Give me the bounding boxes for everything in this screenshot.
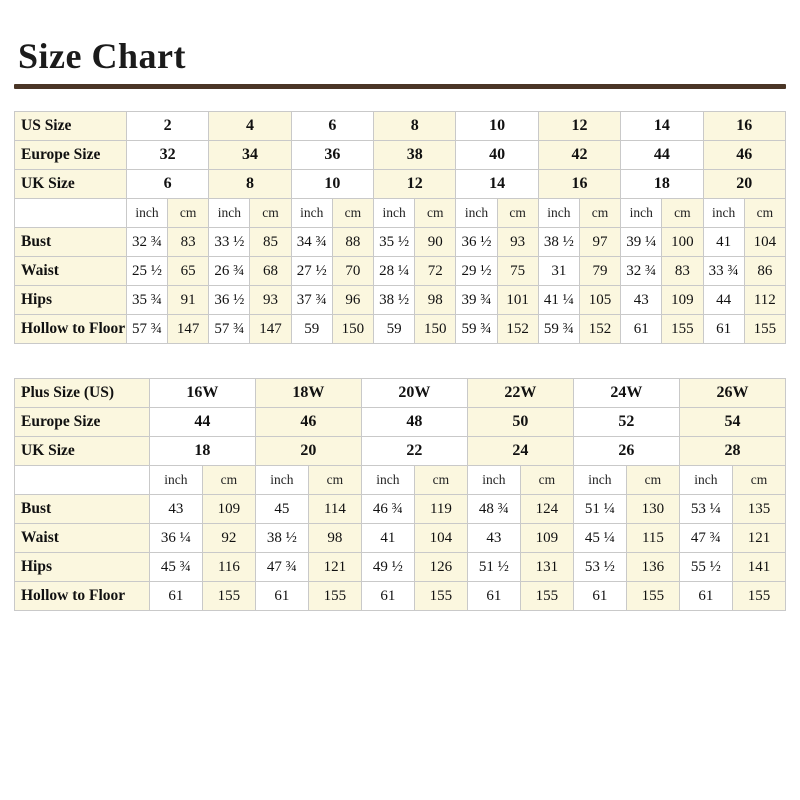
table-cell: cm [732, 466, 785, 495]
table-cell: 42 [538, 141, 620, 170]
table-cell: cm [497, 199, 538, 228]
table-cell: inch [361, 466, 414, 495]
table-cell: 8 [374, 112, 456, 141]
row-label: Europe Size [15, 408, 150, 437]
row-label: UK Size [15, 437, 150, 466]
row-label: Europe Size [15, 141, 127, 170]
table-cell: 155 [308, 582, 361, 611]
table-cell: 150 [332, 315, 373, 344]
table-cell: inch [149, 466, 202, 495]
table-cell: 88 [332, 228, 373, 257]
table-row [15, 170, 786, 199]
table-cell: 155 [202, 582, 255, 611]
table-row [15, 524, 786, 553]
standard-size-table [14, 111, 786, 344]
table-cell: 46 [703, 141, 786, 170]
table-cell: 86 [744, 257, 785, 286]
table-row [15, 466, 786, 495]
table-cell: 61 [149, 582, 202, 611]
table-cell: 155 [732, 582, 785, 611]
table-cell: 130 [626, 495, 679, 524]
table-cell: 18W [255, 379, 361, 408]
table-cell: 61 [467, 582, 520, 611]
table-cell: cm [250, 199, 291, 228]
table-cell: cm [626, 466, 679, 495]
table-cell: 26 [573, 437, 679, 466]
table-cell: inch [456, 199, 497, 228]
table-cell: 52 [573, 408, 679, 437]
table-cell: 65 [168, 257, 209, 286]
table-cell: 39 ¼ [621, 228, 662, 257]
table-row [15, 379, 786, 408]
table-cell: cm [662, 199, 703, 228]
table-cell: 57 ¾ [209, 315, 250, 344]
table-row [15, 582, 786, 611]
table-cell: 90 [415, 228, 456, 257]
table-cell: 61 [361, 582, 414, 611]
table-cell: 6 [291, 112, 373, 141]
table-cell: 27 ½ [291, 257, 332, 286]
table-cell: inch [679, 466, 732, 495]
title-divider [14, 84, 786, 89]
row-label: Bust [15, 228, 127, 257]
table-cell: 100 [662, 228, 703, 257]
table-cell: 131 [520, 553, 573, 582]
table-cell: 59 ¾ [456, 315, 497, 344]
table-cell: 104 [744, 228, 785, 257]
table-cell: 22 [361, 437, 467, 466]
table-row [15, 408, 786, 437]
table-cell: 59 ¾ [538, 315, 579, 344]
table-cell: 2 [126, 112, 208, 141]
row-label: Hollow to Floor [15, 315, 127, 344]
table-cell: 36 ½ [209, 286, 250, 315]
table-cell: 119 [414, 495, 467, 524]
table-cell: 47 ¾ [255, 553, 308, 582]
table-cell: 44 [621, 141, 703, 170]
table-cell: 43 [149, 495, 202, 524]
table-cell: 114 [308, 495, 361, 524]
table-cell: 28 ¼ [374, 257, 415, 286]
table-cell: 10 [291, 170, 373, 199]
table-cell: 121 [308, 553, 361, 582]
table-row [15, 257, 786, 286]
table-cell: 105 [579, 286, 620, 315]
table-cell: 93 [497, 228, 538, 257]
table-cell: 29 ½ [456, 257, 497, 286]
table-cell: 61 [621, 315, 662, 344]
table-cell: 20 [255, 437, 361, 466]
table-cell: 44 [149, 408, 255, 437]
row-label [15, 199, 127, 228]
table-cell: 41 ¼ [538, 286, 579, 315]
table-cell: 79 [579, 257, 620, 286]
table-cell: 135 [732, 495, 785, 524]
row-label: US Size [15, 112, 127, 141]
table-cell: 36 [291, 141, 373, 170]
table-cell: 38 ½ [538, 228, 579, 257]
table-cell: 61 [255, 582, 308, 611]
table-cell: 32 [126, 141, 208, 170]
table-cell: 104 [414, 524, 467, 553]
table-cell: inch [538, 199, 579, 228]
table-cell: 38 ½ [374, 286, 415, 315]
table-cell: cm [332, 199, 373, 228]
table-cell: 50 [467, 408, 573, 437]
table-cell: 18 [149, 437, 255, 466]
table-cell: 155 [626, 582, 679, 611]
table-cell: 20W [361, 379, 467, 408]
table-cell: 22W [467, 379, 573, 408]
table-cell: 4 [209, 112, 291, 141]
table-row [15, 553, 786, 582]
table-cell: 150 [415, 315, 456, 344]
table-cell: 85 [250, 228, 291, 257]
table-cell: 136 [626, 553, 679, 582]
table-cell: 155 [744, 315, 785, 344]
table-row [15, 199, 786, 228]
table-cell: 14 [456, 170, 538, 199]
table-cell: 41 [703, 228, 744, 257]
table-cell: 39 ¾ [456, 286, 497, 315]
table-cell: 6 [126, 170, 208, 199]
table-cell: 68 [250, 257, 291, 286]
table-cell: 59 [291, 315, 332, 344]
table-cell: 28 [679, 437, 785, 466]
table-cell: 26 ¾ [209, 257, 250, 286]
table-cell: 72 [415, 257, 456, 286]
row-label: Hips [15, 553, 150, 582]
table-cell: 57 ¾ [126, 315, 167, 344]
table-cell: 112 [744, 286, 785, 315]
table-cell: 18 [621, 170, 703, 199]
table-row [15, 228, 786, 257]
row-label: Waist [15, 257, 127, 286]
table-cell: 33 ½ [209, 228, 250, 257]
table-cell: cm [579, 199, 620, 228]
table-cell: 83 [168, 228, 209, 257]
table-cell: cm [415, 199, 456, 228]
table-cell: 36 ¼ [149, 524, 202, 553]
table-cell: 141 [732, 553, 785, 582]
table-cell: 61 [679, 582, 732, 611]
table-cell: 25 ½ [126, 257, 167, 286]
table-cell: cm [168, 199, 209, 228]
row-label: Plus Size (US) [15, 379, 150, 408]
table-cell: inch [703, 199, 744, 228]
table-cell: 51 ¼ [573, 495, 626, 524]
table-cell: 45 ¼ [573, 524, 626, 553]
table-cell: cm [414, 466, 467, 495]
table-cell: 44 [703, 286, 744, 315]
table-cell: 24 [467, 437, 573, 466]
table-row [15, 286, 786, 315]
table-cell: 49 ½ [361, 553, 414, 582]
table-cell: 34 ¾ [291, 228, 332, 257]
table-cell: 41 [361, 524, 414, 553]
table-cell: 36 ½ [456, 228, 497, 257]
table-cell: 155 [662, 315, 703, 344]
standard-size-table-body [15, 112, 786, 344]
table-cell: 109 [202, 495, 255, 524]
table-row [15, 315, 786, 344]
table-cell: 43 [621, 286, 662, 315]
table-cell: 98 [415, 286, 456, 315]
table-cell: 16 [538, 170, 620, 199]
table-cell: 152 [579, 315, 620, 344]
table-cell: 32 ¾ [621, 257, 662, 286]
table-cell: 109 [662, 286, 703, 315]
table-cell: 35 ¾ [126, 286, 167, 315]
table-cell: 124 [520, 495, 573, 524]
table-cell: cm [520, 466, 573, 495]
table-cell: 14 [621, 112, 703, 141]
table-cell: 35 ½ [374, 228, 415, 257]
table-cell: 147 [250, 315, 291, 344]
table-cell: 55 ½ [679, 553, 732, 582]
table-cell: 43 [467, 524, 520, 553]
table-cell: inch [291, 199, 332, 228]
table-cell: 38 [374, 141, 456, 170]
table-row [15, 112, 786, 141]
table-cell: 46 ¾ [361, 495, 414, 524]
table-cell: 48 ¾ [467, 495, 520, 524]
table-cell: 61 [703, 315, 744, 344]
table-cell: 147 [168, 315, 209, 344]
table-cell: 47 ¾ [679, 524, 732, 553]
standard-size-table-wrap [14, 111, 786, 344]
table-cell: 10 [456, 112, 538, 141]
table-cell: 109 [520, 524, 573, 553]
table-cell: 48 [361, 408, 467, 437]
row-label: Hollow to Floor [15, 582, 150, 611]
table-cell: 16W [149, 379, 255, 408]
page-title: Size Chart [18, 36, 186, 76]
table-cell: inch [126, 199, 167, 228]
table-cell: 155 [520, 582, 573, 611]
table-cell: 83 [662, 257, 703, 286]
table-cell: 155 [414, 582, 467, 611]
table-cell: 91 [168, 286, 209, 315]
table-cell: 53 ¼ [679, 495, 732, 524]
table-cell: 98 [308, 524, 361, 553]
table-cell: 38 ½ [255, 524, 308, 553]
row-label: Waist [15, 524, 150, 553]
table-cell: 115 [626, 524, 679, 553]
table-row [15, 141, 786, 170]
row-label: UK Size [15, 170, 127, 199]
table-cell: cm [308, 466, 361, 495]
table-cell: 34 [209, 141, 291, 170]
table-cell: 53 ½ [573, 553, 626, 582]
table-cell: 59 [374, 315, 415, 344]
table-cell: 96 [332, 286, 373, 315]
table-cell: 12 [538, 112, 620, 141]
plus-size-table [14, 378, 786, 611]
table-cell: 70 [332, 257, 373, 286]
plus-size-table-wrap [14, 378, 786, 611]
table-cell: 45 [255, 495, 308, 524]
table-cell: 75 [497, 257, 538, 286]
table-cell: inch [467, 466, 520, 495]
plus-size-table-body [15, 379, 786, 611]
row-label: Hips [15, 286, 127, 315]
table-cell: 101 [497, 286, 538, 315]
table-cell: 116 [202, 553, 255, 582]
table-cell: 33 ¾ [703, 257, 744, 286]
row-label: Bust [15, 495, 150, 524]
table-cell: 121 [732, 524, 785, 553]
table-cell: inch [621, 199, 662, 228]
table-cell: 37 ¾ [291, 286, 332, 315]
table-cell: cm [202, 466, 255, 495]
table-cell: 97 [579, 228, 620, 257]
table-cell: 152 [497, 315, 538, 344]
table-cell: 51 ½ [467, 553, 520, 582]
table-cell: 24W [573, 379, 679, 408]
table-row [15, 495, 786, 524]
table-cell: 31 [538, 257, 579, 286]
table-cell: inch [573, 466, 626, 495]
row-label [15, 466, 150, 495]
table-cell: inch [374, 199, 415, 228]
table-cell: 92 [202, 524, 255, 553]
table-cell: 54 [679, 408, 785, 437]
table-cell: 12 [374, 170, 456, 199]
table-cell: 61 [573, 582, 626, 611]
table-cell: inch [209, 199, 250, 228]
table-cell: cm [744, 199, 785, 228]
table-cell: 26W [679, 379, 785, 408]
table-cell: 16 [703, 112, 786, 141]
table-cell: 8 [209, 170, 291, 199]
table-cell: 20 [703, 170, 786, 199]
table-cell: 45 ¾ [149, 553, 202, 582]
table-cell: 32 ¾ [126, 228, 167, 257]
table-cell: 46 [255, 408, 361, 437]
table-row [15, 437, 786, 466]
table-cell: 40 [456, 141, 538, 170]
table-cell: inch [255, 466, 308, 495]
table-cell: 93 [250, 286, 291, 315]
table-cell: 126 [414, 553, 467, 582]
